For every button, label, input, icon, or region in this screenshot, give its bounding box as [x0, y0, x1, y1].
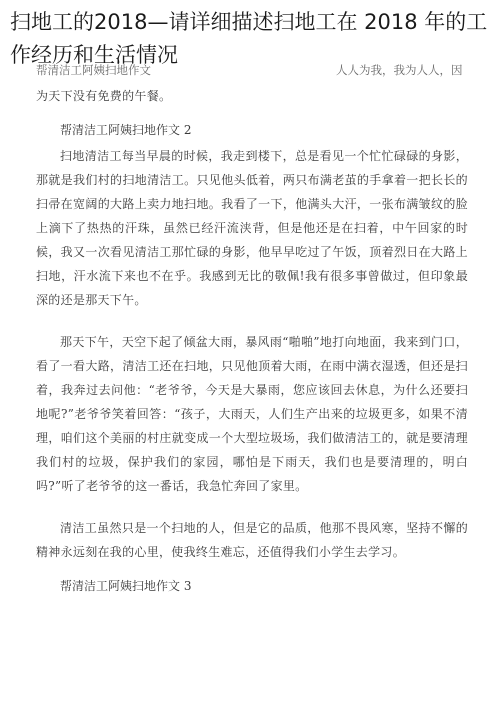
faded-header-right: 人人为我，我为人人，因 [336, 63, 463, 77]
section-heading-2: 帮清洁工阿姨扫地作文 2 [60, 123, 192, 137]
paragraph-1: 扫地清洁工每当早晨的时候，我走到楼下，总是看见一个忙忙碌碌的身影，那就是我们村的扫地清洁工。只见他头低着，两只布满老茧的手拿着一把长长的扫帚在宽阔的大路上卖力地扫地。我看了一下，他满头大汗，一张布满皱纹的脸上滴下了热热的汗珠，虽然已经汗流浃背，但是他还是在扫着，中午回家的时候，我又一次看见清洁工那忙碌的身影，他早早吃过了午饭，顶着烈日在大路上扫地，汗水流下来也不在乎。我感到无比的敬佩!我有很多事曾做过，但印象最深的还是那天下午。 [36, 149, 468, 307]
page-title: 扫地工的2018—请详细描述扫地工在 2018 年的工作经历和生活情况 [10, 10, 488, 67]
paragraph-2: 那天下午，天空下起了倾盆大雨，暴风雨“啪啪”地打向地面，我来到门口，看了一看大路，清洁工还在扫地，只见他顶着大雨，在雨中满衣湿透，但还是扫着，我奔过去问他：“老爷爷，今天是大暴雨，您应该回去休息，为什么还要扫地呢?”老爷爷笑着回答：“孩子，大雨天，人们生产出来的垃圾更多，如果不清理，咱们这个美丽的村庄就变成一个大型垃圾场，我们做清洁工的，就是要清理我们村的垃圾，保护我们的家园，哪怕是下雨天，我们也是要清理的，明白吗?”听了老爷爷的这一番话，我急忙奔回了家里。 [36, 335, 468, 493]
document-body [36, 84, 468, 600]
paragraph-3: 清洁工虽然只是一个扫地的人，但是它的品质，他那不畏风寒，坚持不懈的精神永远刻在我的心里，使我终生难忘，还值得我们小学生去学习。 [36, 521, 468, 559]
section-heading-3: 帮清洁工阿姨扫地作文 3 [60, 579, 192, 593]
paragraph-continuation: 为天下没有免费的午餐。 [36, 89, 172, 103]
faded-header-left: 帮清洁工阿姨扫地作文 [36, 63, 151, 77]
